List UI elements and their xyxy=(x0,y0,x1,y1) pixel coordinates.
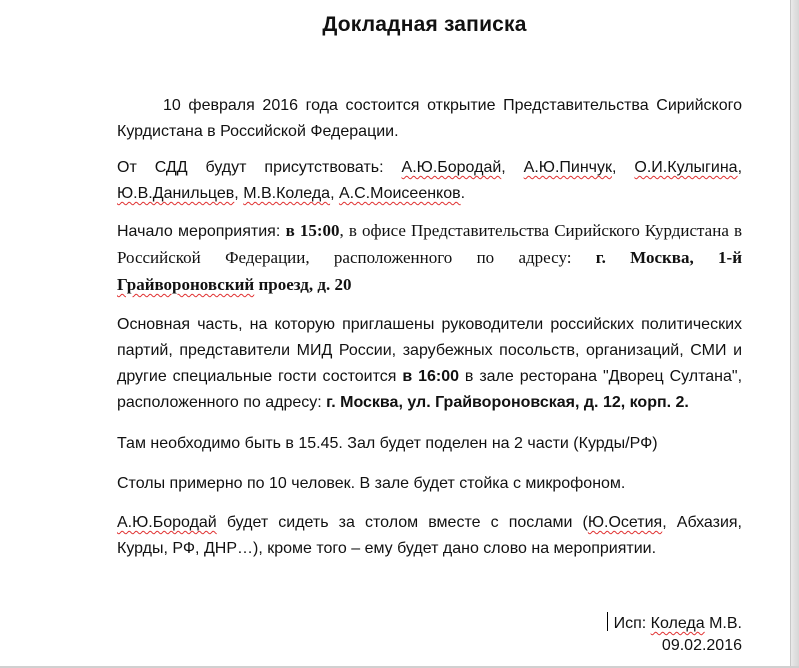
document-page[interactable] xyxy=(117,0,743,654)
document-title: Докладная записка xyxy=(322,13,527,36)
attendee-name: А.Ю.Бородай xyxy=(401,159,502,176)
attendee-name: А.С.Моисеенков xyxy=(338,185,461,202)
signature-date: 09.02.2016 xyxy=(661,637,742,654)
office-address: г. Москва, 1-й Грайвороновский проезд, д. 20 xyxy=(117,248,742,294)
paragraph-seating: А.Ю.Бородай будет сидеть за столом вместе с послами (Ю.Осетия, Абхазия, Курды, РФ, ДНР…), кроме того – ему будет дано слово на мероприятии. xyxy=(117,514,742,557)
main-event-time: в 16:00 xyxy=(402,368,460,385)
attendee-name: М.В.Коледа xyxy=(243,185,331,202)
paragraph-opening: 10 февраля 2016 года состоится открытие Представительства Сирийского Курдистана в Российской Федерации. xyxy=(117,97,742,140)
text-cursor xyxy=(607,612,608,631)
paragraph-main-event: Основная часть, на которую приглашены руководители российских политических партий, представители МИД России, зарубежных посольств, организаций, СМИ и другие специальные гости состоится в 16:00 в зале ресторана "Дворец Султана", расположенного по адресу: г. Москва, ул. Грайвороновская, д. 12, корп. 2. xyxy=(117,316,743,411)
paragraph-start-time: Начало мероприятия: в 15:00, в офисе Представительства Сирийского Курдистана в Российской Федерации, расположенного по адресу: г. Москва, 1-й Грайвороновский проезд, д. 20 xyxy=(117,221,742,294)
start-time: в 15:00 xyxy=(285,221,340,240)
window-right-edge xyxy=(790,0,799,668)
attendees-prefix: От СДД будут присутствовать: xyxy=(117,159,402,176)
signature-name: Коледа xyxy=(650,615,705,632)
signature-line: Исп: Коледа М.В. xyxy=(607,612,742,635)
restaurant-address: г. Москва, ул. Грайвороновская, д. 12, корп. 2. xyxy=(326,394,689,411)
attendee-name: О.И.Кулыгина xyxy=(634,159,738,176)
paragraph-attendees: От СДД будут присутствовать: А.Ю.Бородай, А.Ю.Пинчук, О.И.Кулыгина, Ю.В.Данильцев, М.В.Коледа, А.С.Моисеенков. xyxy=(117,159,743,202)
attendee-name: А.Ю.Пинчук xyxy=(523,159,613,176)
attendee-name: Ю.В.Данильцев xyxy=(117,185,235,202)
person-name: А.Ю.Бородай xyxy=(117,514,217,531)
paragraph-arrival: Там необходимо быть в 15.45. Зал будет поделен на 2 части (Курды/РФ) xyxy=(117,435,658,452)
paragraph-tables: Столы примерно по 10 человек. В зале будет стойка с микрофоном. xyxy=(117,475,626,492)
signature-block xyxy=(607,612,742,657)
